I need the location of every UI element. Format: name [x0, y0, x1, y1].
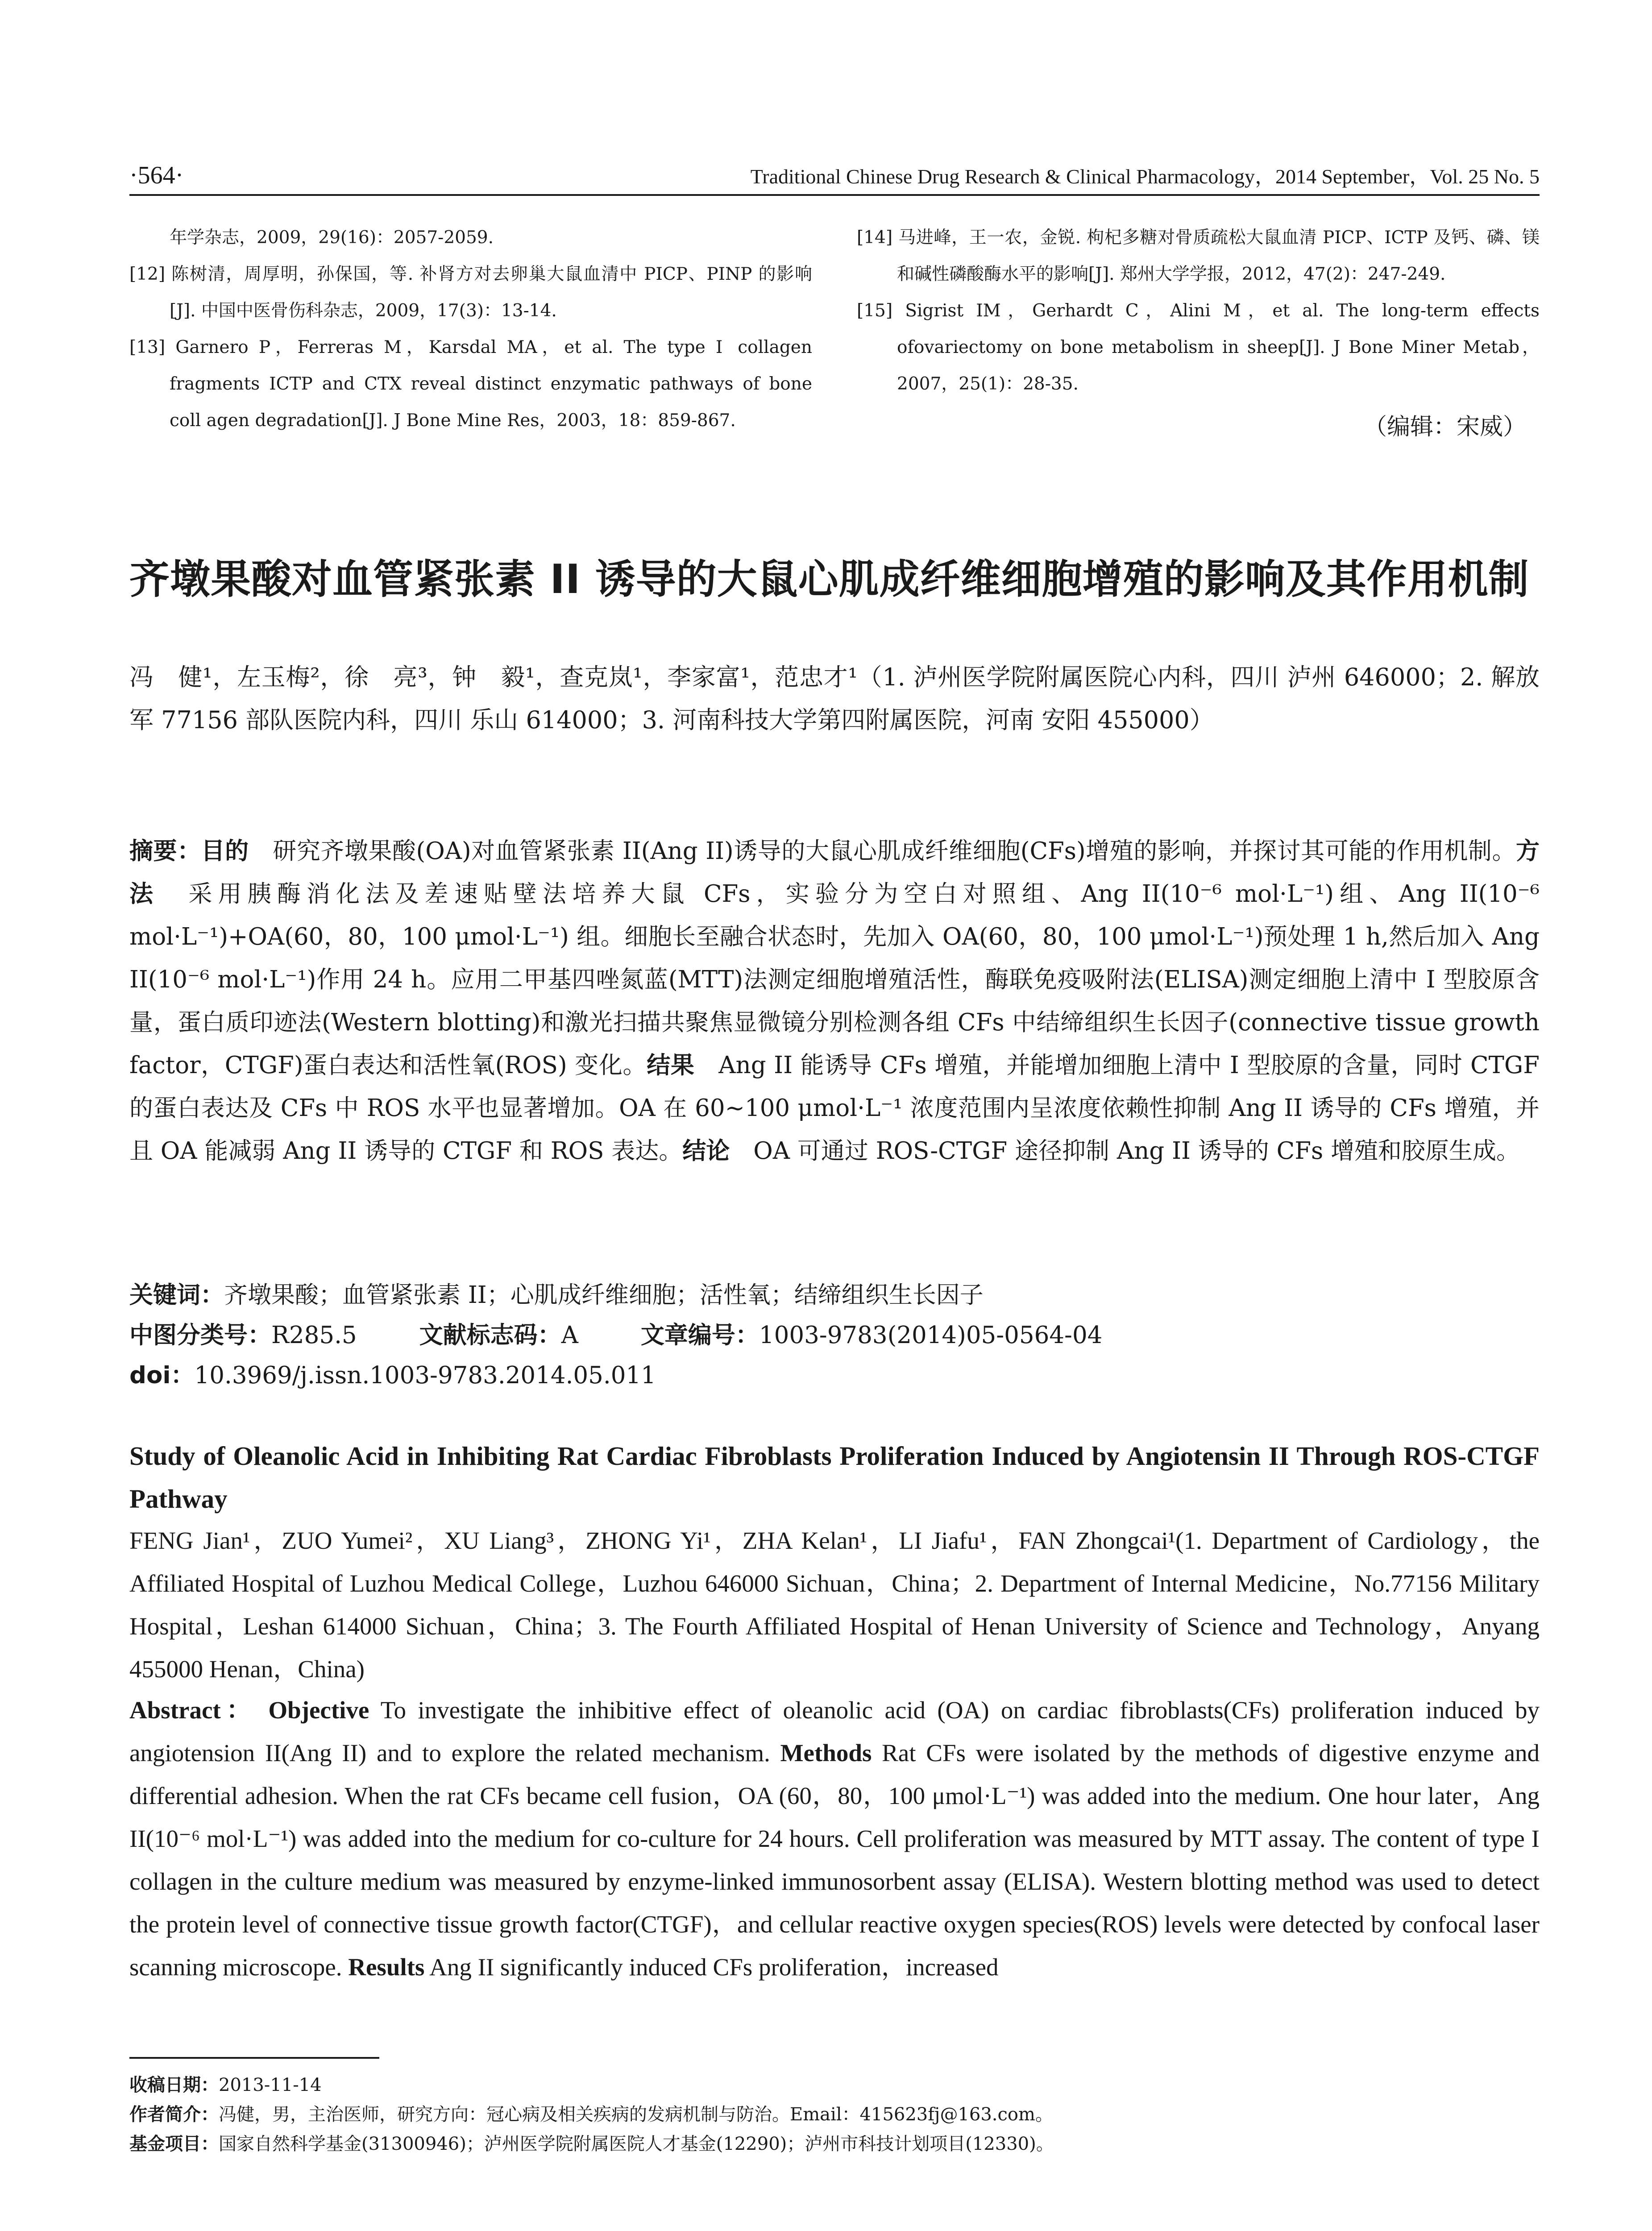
footnote-text: 2013-11-14 — [219, 2075, 322, 2095]
abstract-en-label: Abstract： — [129, 1696, 257, 1724]
footnote-text: 冯健，男，主治医师，研究方向：冠心病及相关疾病的发病机制与防治。Email：415623fj@163.com。 — [219, 2104, 1053, 2125]
authors-en: FENG Jian¹，ZUO Yumei²，XU Liang³，ZHONG Yi¹，ZHA Kelan¹，LI Jiafu¹，FAN Zhongcai¹(1. Department of Cardiology，the Affiliated Hospital of Luzhou Medical College，Luzhou 646000 Sichuan，China；2. Department of Internal Medicine，No.77156 Military Hospital，Leshan 614000 Sichuan，China；3. The Fourth Affiliated Hospital of Henan University of Science and Technology，Anyang 455000 Henan，China) — [129, 1527, 1540, 1683]
objective-en-label: Objective — [268, 1696, 369, 1724]
methods-en-label: Methods — [780, 1739, 872, 1767]
doc-code-label: 文献标志码： — [419, 1322, 561, 1349]
footnote-rule — [129, 2057, 379, 2059]
page-header — [129, 154, 1540, 190]
keywords-text: 齐墩果酸；血管紧张素 II；心肌成纤维细胞；活性氧；结缔组织生长因子 — [224, 1281, 984, 1309]
objective-en-text: To investigate the inhibitive effect of oleanolic acid (OA) on cardiac fibroblasts(CFs) proliferation induced by angiotension II(Ang II) and to explore the related mechanism. — [129, 1696, 1540, 1767]
article-title-en: Study of Oleanolic Acid in Inhibiting Rat Cardiac Fibroblasts Proliferation Induced by Angiotensin II Through ROS-CTGF Pathway — [129, 1441, 1540, 1514]
clc-label: 中图分类号： — [129, 1322, 271, 1349]
footnote-label: 作者简介： — [129, 2104, 219, 2125]
doc-code-value: A — [561, 1322, 578, 1349]
classification-line — [129, 1316, 1540, 1350]
journal-citation: Traditional Chinese Drug Research & Clinical Pharmacology，2014 September，Vol. 25 No. 5 — [750, 165, 1540, 188]
methods-en-text: Rat CFs were isolated by the methods of digestive enzyme and differential adhesion. When the rat CFs became cell fusion，OA (60，80，100 μmol·L⁻¹) was added into the medium. One hour later，Ang II(10⁻⁶ mol·L⁻¹) was added into the medium for co-culture for 24 hours. Cell proliferation was measured by MTT assay. The content of type I collagen in the culture medium was measured by enzyme-linked immunosorbent assay (ELISA). Western blotting method was used to detect the protein level of connective tissue growth factor(CTGF)，and cellular reactive oxygen species(ROS) levels were detected by confocal laser scanning microscope. — [129, 1739, 1540, 1981]
footnote-funding — [129, 2129, 1540, 2159]
abstract-en — [129, 1689, 1540, 1989]
keywords-line — [129, 1276, 1540, 1310]
page-number: ·564· — [129, 162, 184, 189]
keywords-label: 关键词： — [129, 1281, 224, 1309]
reference-item: 年学杂志，2009，29(16)：2057-2059. — [170, 228, 494, 248]
clc-value: R285.5 — [271, 1322, 357, 1349]
authors-cn: 冯 健¹，左玉梅²，徐 亮³，钟 毅¹，查克岚¹，李家富¹，范忠才¹（1. 泸州医学院附属医院心内科，四川 泸州 646000；2. 解放军 77156 部队医院内科，四川 乐山 614000；3. 河南科技大学第四附属医院，河南 安阳 455000） — [129, 663, 1540, 734]
doi-value[interactable]: 10.3969/j.issn.1003-9783.2014.05.011 — [194, 1362, 656, 1389]
abstract-label: 摘要： — [129, 838, 201, 865]
footnote-label: 基金项目： — [129, 2134, 219, 2154]
references-left-column — [129, 220, 812, 439]
footnotes — [129, 2070, 1540, 2159]
article-number-value: 1003-9783(2014)05-0564-04 — [759, 1322, 1103, 1349]
abstract-cn — [129, 830, 1540, 1173]
results-label: 结果 — [647, 1052, 695, 1079]
conclusion-label: 结论 — [682, 1137, 730, 1165]
reference-item: [15] Sigrist IM，Gerhardt C，Alini M，et al. The long-term effects ofovariectomy on bone metabolism in sheep[J]. J Bone Miner Metab，2007，25(1)：28-35. — [857, 301, 1540, 394]
results-text: Ang II 能诱导 CFs 增殖，并能增加细胞上清中 I 型胶原的含量，同时 CTGF 的蛋白表达及 CFs 中 ROS 水平也显著增加。OA 在 60~100 μmol·L⁻¹ 浓度范围内呈浓度依赖性抑制 Ang II 诱导的 CFs 增殖，并且 OA 能减弱 Ang II 诱导的 CTGF 和 ROS 表达。 — [129, 1052, 1540, 1165]
header-rule — [129, 194, 1540, 196]
methods-text: 采用胰酶消化法及差速贴壁法培养大鼠 CFs，实验分为空白对照组、Ang II(10⁻⁶ mol·L⁻¹)组、Ang II(10⁻⁶ mol·L⁻¹)+OA(60，80，100 μmol·L⁻¹) 组。细胞长至融合状态时，先加入 OA(60，80，100 μmol·L⁻¹)预处理 1 h,然后加入 Ang II(10⁻⁶ mol·L⁻¹)作用 24 h。应用二甲基四唑氮蓝(MTT)法测定细胞增殖活性，酶联免疫吸附法(ELISA)测定细胞上清中 I 型胶原含量，蛋白质印迹法(Western blotting)和激光扫描共聚焦显微镜分别检测各组 CFs 中结缔组织生长因子(connective tissue growth factor，CTGF)蛋白表达和活性氧(ROS) 变化。 — [129, 880, 1540, 1079]
references-right-column — [857, 220, 1540, 445]
footnote-received — [129, 2070, 1540, 2100]
editor-note: （编辑：宋威） — [1363, 414, 1526, 440]
reference-item: [13] Garnero P，Ferreras M，Karsdal MA，et al. The type Ⅰ collagen fragments ICTP and CTX reveal distinct enzymatic pathways of bone coll agen degradation[J]. J Bone Mine Res，2003，18：859-867. — [129, 337, 812, 431]
footnote-label: 收稿日期： — [129, 2075, 219, 2095]
methods-label: 方法 — [129, 838, 1540, 908]
doi-label: doi： — [129, 1362, 195, 1389]
footnote-author-bio — [129, 2100, 1540, 2129]
doi-line — [129, 1356, 1540, 1390]
reference-item: [14] 马进峰，王一农，金锐. 枸杞多糖对骨质疏松大鼠血清 PICP、ICTP 及钙、磷、镁和碱性磷酸酶水平的影响[J]. 郑州大学学报，2012，47(2)：247-249. — [857, 228, 1540, 284]
results-en-label: Results — [348, 1953, 425, 1981]
article-number-label: 文章编号： — [640, 1322, 759, 1349]
footnote-text: 国家自然科学基金(31300946)；泸州医学院附属医院人才基金(12290)；泸州市科技计划项目(12330)。 — [219, 2134, 1054, 2154]
reference-item: [12] 陈树清，周厚明，孙保国，等. 补肾方对去卵巢大鼠血清中 PICP、PINP 的影响[J]. 中国中医骨伤科杂志，2009，17(3)：13-14. — [129, 264, 812, 321]
article-title-cn: 齐墩果酸对血管紧张素 II 诱导的大鼠心肌成纤维细胞增殖的影响及其作用机制 — [129, 556, 1529, 603]
objective-text: 研究齐墩果酸(OA)对血管紧张素 II(Ang II)诱导的大鼠心肌成纤维细胞(CFs)增殖的影响，并探讨其可能的作用机制。 — [273, 838, 1516, 865]
conclusion-text: OA 可通过 ROS-CTGF 途径抑制 Ang II 诱导的 CFs 增殖和胶原生成。 — [753, 1137, 1520, 1165]
results-en-text: Ang II significantly induced CFs proliferation，increased — [429, 1953, 999, 1981]
objective-label: 目的 — [201, 838, 249, 865]
